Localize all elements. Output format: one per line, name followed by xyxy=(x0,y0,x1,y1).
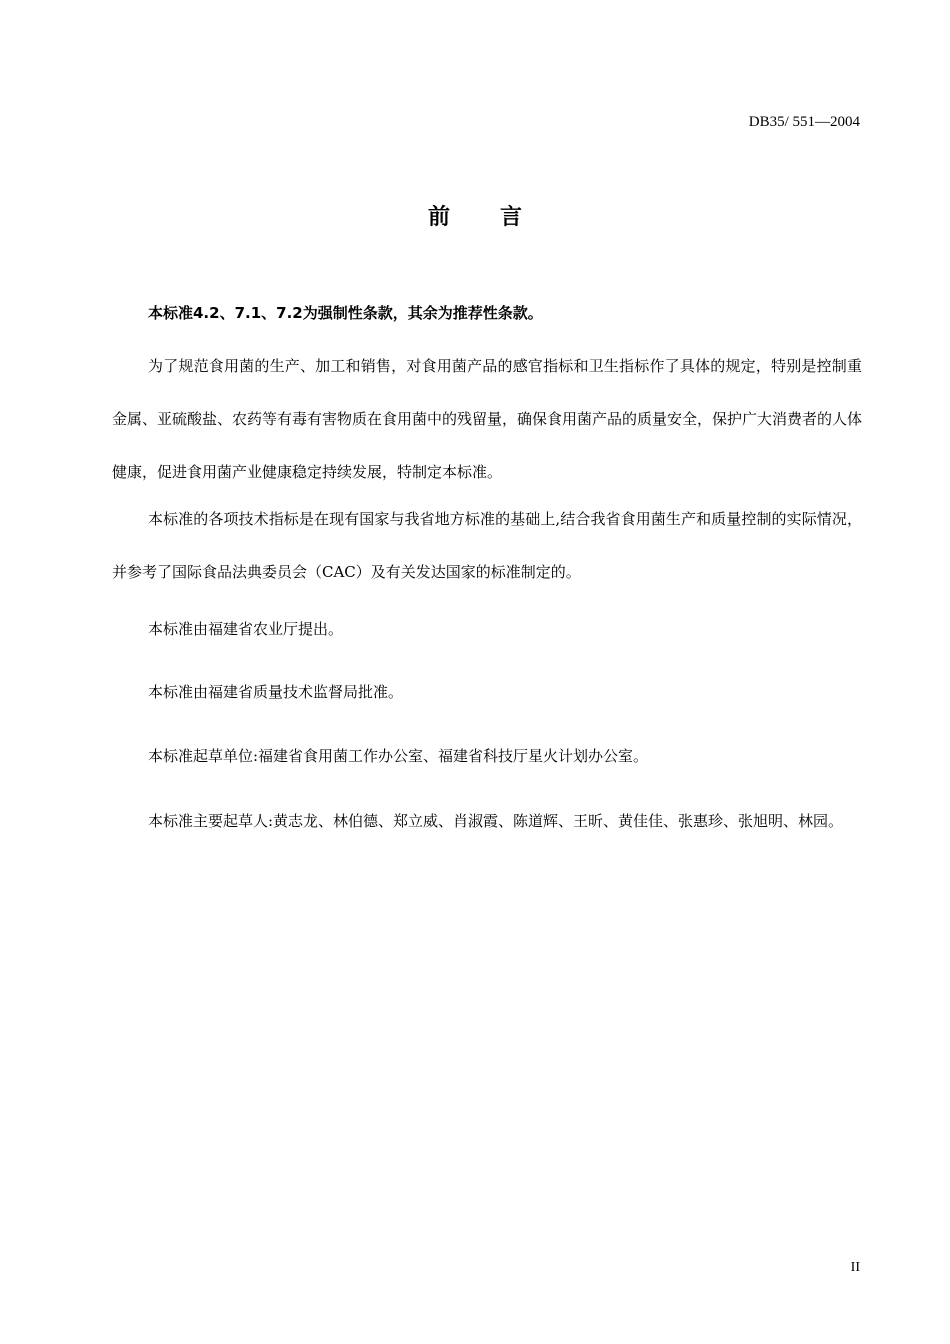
paragraph-proposed-by: 本标准由福建省农业厅提出。 xyxy=(148,620,344,638)
page-title: 前言 xyxy=(427,205,572,230)
paragraph-mandatory-clauses: 本标准4.2、7.1、7.2为强制性条款，其余为推荐性条款。 xyxy=(148,304,543,322)
document-code-header: DB35/ 551—2004 xyxy=(748,114,860,130)
paragraph-drafting-units: 本标准起草单位:福建省食用菌工作办公室、福建省科技厅星火计划办公室。 xyxy=(148,747,649,765)
paragraph-approved-by: 本标准由福建省质量技术监督局批准。 xyxy=(148,683,404,701)
page-number: II xyxy=(850,1260,860,1275)
paragraph-purpose: 为了规范食用菌的生产、加工和销售，对食用菌产品的感官指标和卫生指标作了具体的规定，特别是控制重金属、亚硫酸盐、农药等有毒有害物质在食用菌中的残留量，确保食用菌产品的质量安全，保护广大消费者的人体健康，促进食用菌产业健康稳定持续发展，特制定本标准。 xyxy=(112,357,863,481)
paragraph-basis: 本标准的各项技术指标是在现有国家与我省地方标准的基础上,结合我省食用菌生产和质量控制的实际情况，并参考了国际食品法典委员会（CAC）及有关发达国家的标准制定的。 xyxy=(112,510,862,581)
paragraph-drafters: 本标准主要起草人:黄志龙、林伯德、郑立威、肖淑霞、陈道辉、王昕、黄佳佳、张惠珍、张旭明、林园。 xyxy=(148,812,844,830)
